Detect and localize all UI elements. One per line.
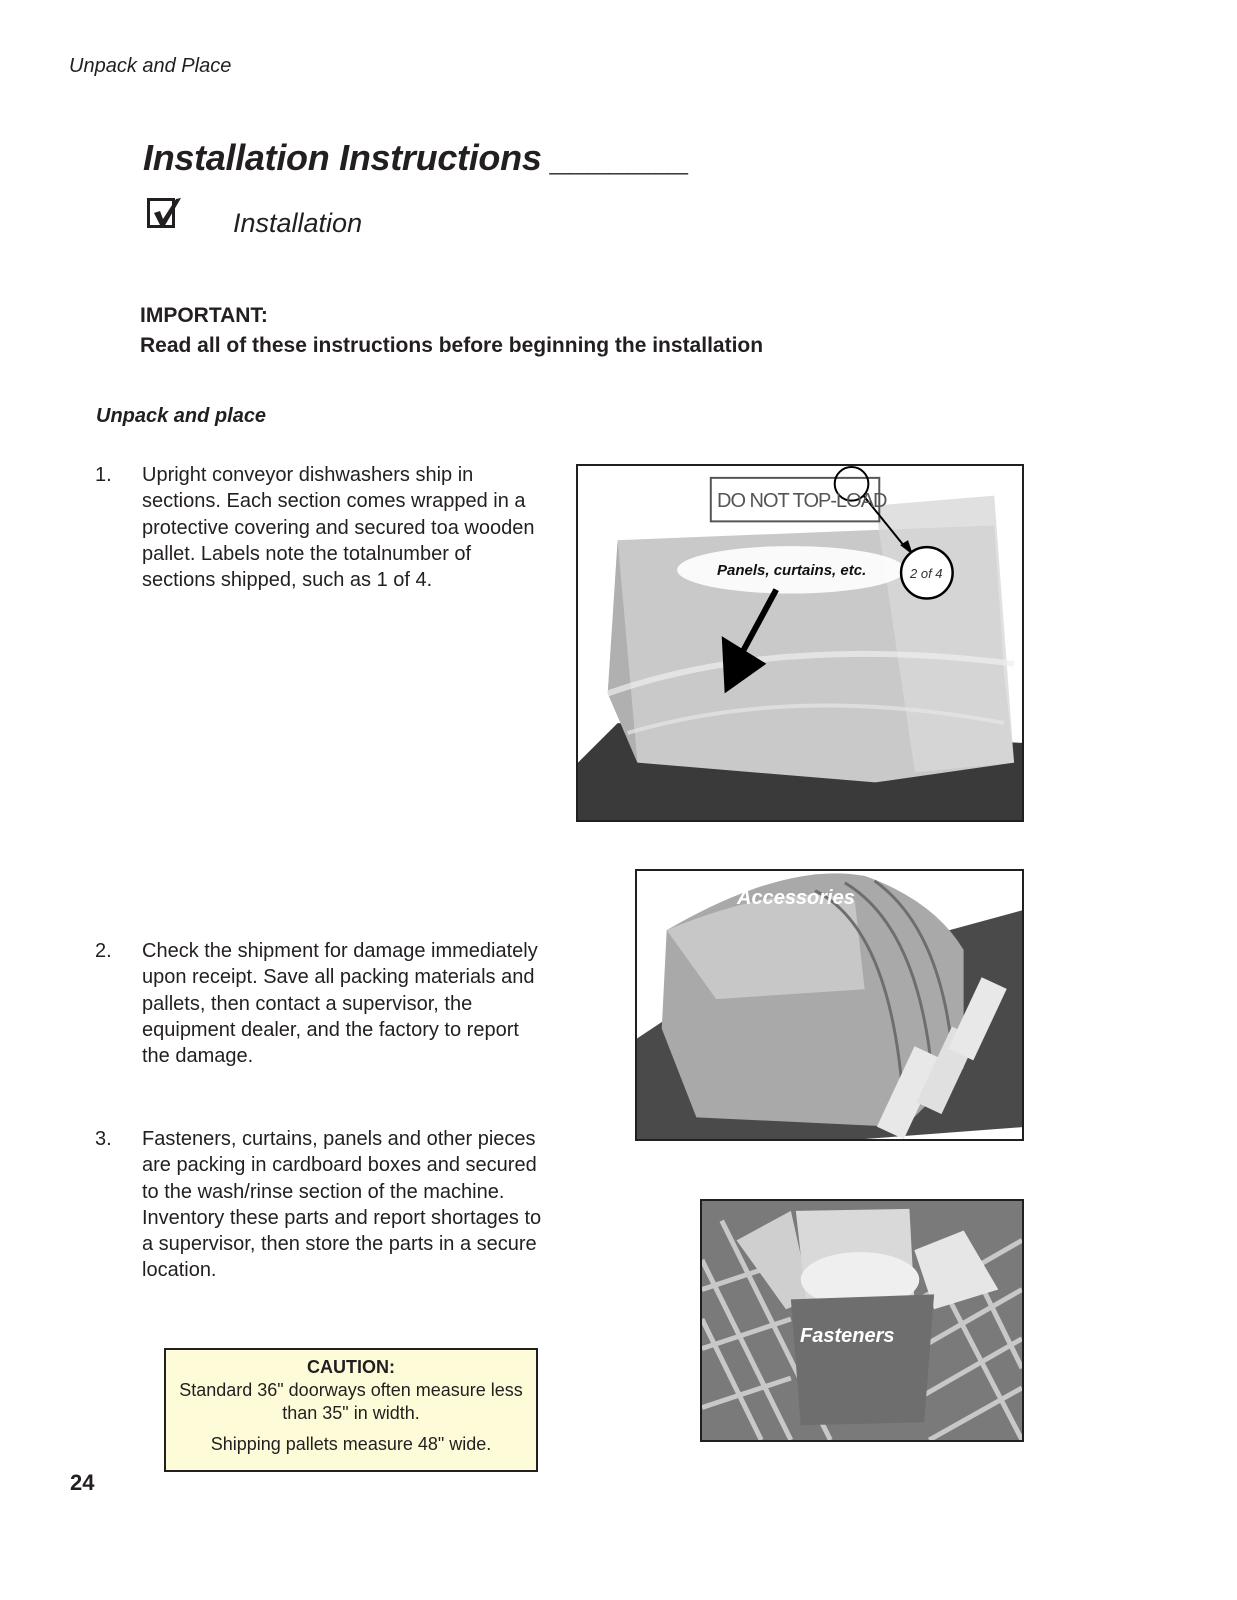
step-text: Fasteners, curtains, panels and other pieces are packing in cardboard boxes and secured to the wash/rinse section of the machine. Inventory these parts and report shortages to a supervisor, then store the parts in a secure location.: [142, 1128, 542, 1282]
caution-box: [164, 1348, 538, 1472]
figure-label: Panels, curtains, etc.: [717, 562, 867, 579]
section-tag: 2 of 4: [910, 566, 943, 581]
wrapped-section-illustration: [578, 466, 1022, 820]
fasteners-photo: [700, 1199, 1024, 1442]
figure-label: Fasteners: [800, 1325, 895, 1347]
caution-title: CAUTION:: [307, 1357, 395, 1377]
accessories-photo: [635, 869, 1024, 1141]
wrapped-section-photo: [576, 464, 1024, 822]
step-item: [95, 462, 555, 632]
running-head: Unpack and Place: [69, 55, 232, 77]
step-item: [95, 1126, 555, 1296]
caution-text: Shipping pallets measure 48" wide.: [210, 1434, 492, 1454]
step-number: 1.: [95, 464, 112, 486]
figure-label: Accessories: [737, 887, 855, 909]
page-number: 24: [70, 1470, 95, 1495]
step-number: 2.: [95, 940, 112, 962]
page-title: Installation Instructions _______: [143, 137, 690, 178]
step-text: Upright conveyor dishwashers ship in sections. Each section comes wrapped in a protective covering and secured toa wooden pallet. Labels note the totalnumber of sections shipped, such as 1 of 4.: [142, 464, 535, 592]
step-item: [95, 938, 555, 1108]
important-text: Read all of these instructions before beginning the installation: [140, 334, 764, 357]
checklist-label: Installation: [233, 208, 363, 238]
important-heading: IMPORTANT:: [140, 304, 268, 327]
section-heading: Unpack and place: [96, 405, 267, 427]
fasteners-illustration: [702, 1201, 1022, 1440]
caution-text: Standard 36" doorways often measure less than 35" in width.: [179, 1380, 523, 1423]
accessories-illustration: [637, 871, 1022, 1139]
step-number: 3.: [95, 1128, 112, 1150]
checkbox-checked-icon: [147, 198, 175, 228]
sign-text: DO NOT TOP-LOAD: [717, 490, 887, 512]
important-notice: [140, 301, 763, 361]
step-text: Check the shipment for damage immediately upon receipt. Save all packing materials and pallets, then contact a supervisor, the equipment dealer, and the factory to report the damage.: [142, 940, 538, 1068]
